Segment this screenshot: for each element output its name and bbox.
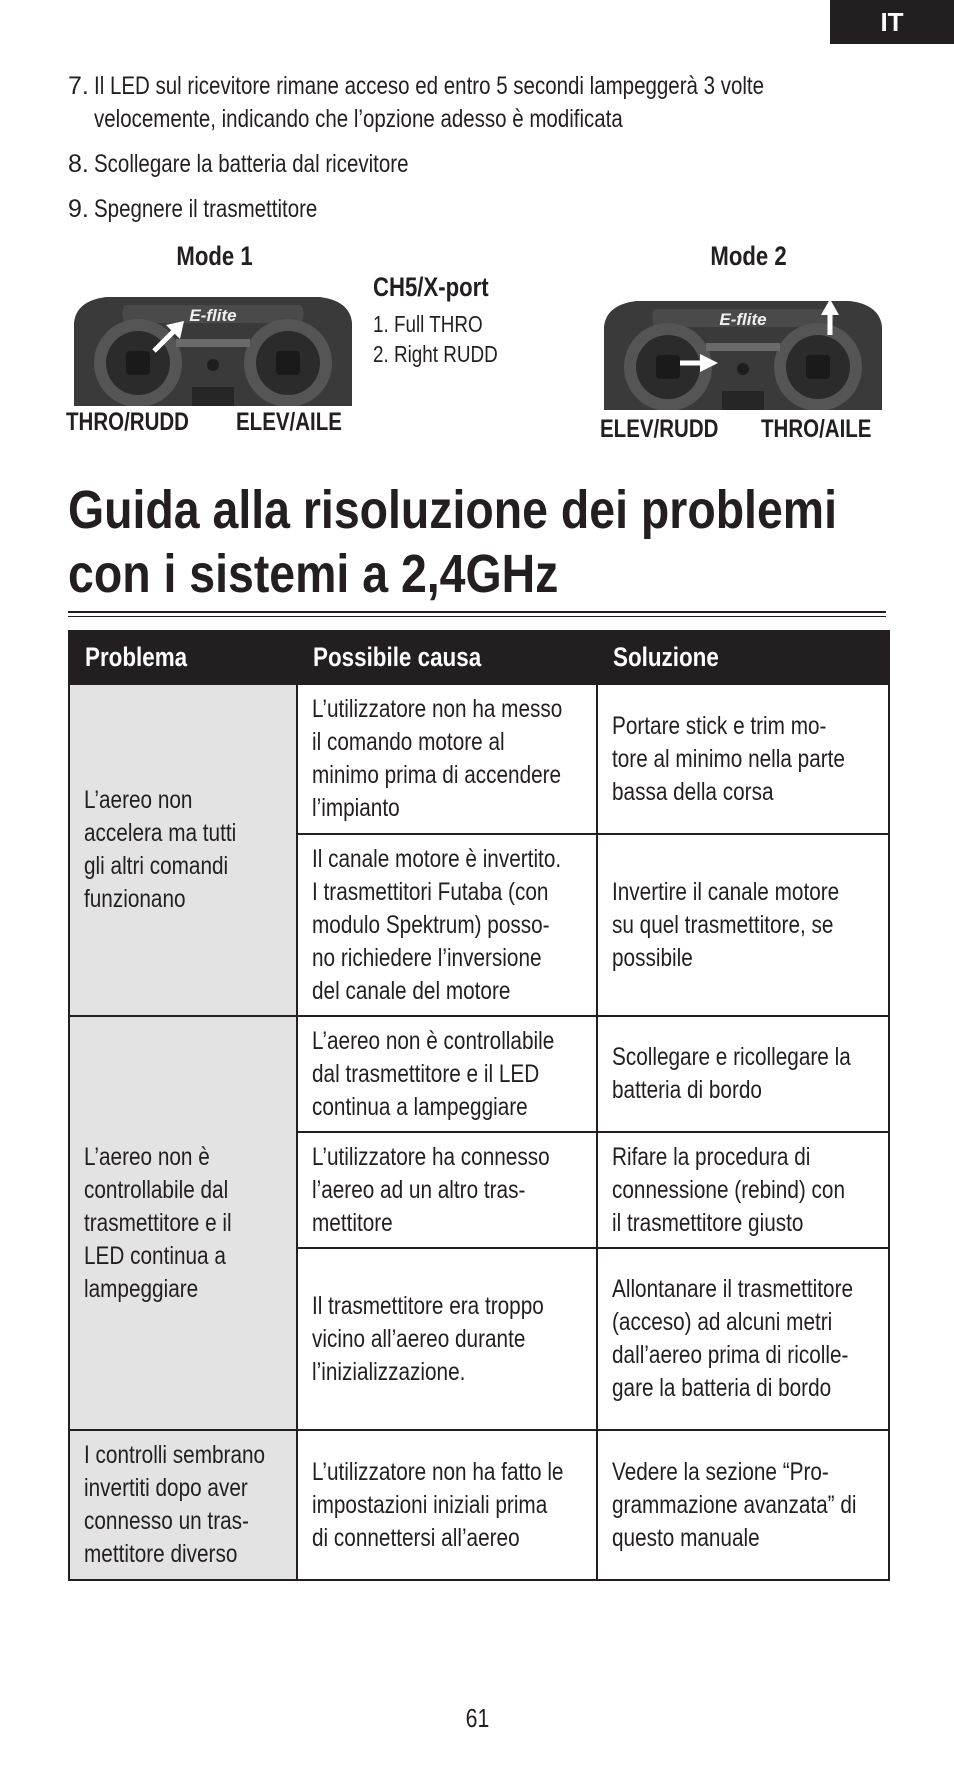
mode2-right-label: THRO/AILE xyxy=(761,415,872,443)
step-item xyxy=(68,148,888,181)
step-line: Scollegare la batteria dal ricevitore xyxy=(94,150,409,178)
solution-cell: Scollegare e ricollegare la batteria di bordo xyxy=(597,1016,889,1132)
ch5-title: CH5/X-port xyxy=(373,272,489,302)
cause-cell: Il trasmettitore era troppo vicino all’aereo durante l’inizializzazione. xyxy=(297,1248,597,1430)
ch5-item: 1. Full THRO xyxy=(373,311,483,337)
problem-cell: I controlli sembrano invertiti dopo aver connesso un tras- mettitore diverso xyxy=(69,1430,297,1580)
problem-cell: L’aereo non accelera ma tutti gli altri comandi funzionano xyxy=(69,684,297,1016)
solution-cell: Invertire il canale motore su quel trasmettitore, se possibile xyxy=(597,834,889,1016)
ch5-box xyxy=(373,272,525,369)
heading-line: Guida alla risoluzione dei problemi xyxy=(68,480,837,540)
heading-rule xyxy=(68,616,886,617)
mode1-left-label: THRO/RUDD xyxy=(66,408,189,436)
cause-cell: Il canale motore è invertito. I trasmettitori Futaba (con modulo Spektrum) posso- no richiedere l’inversione del canale del motore xyxy=(297,834,597,1016)
solution-cell: Rifare la procedura di connessione (rebind) con il trasmettitore giusto xyxy=(597,1132,889,1248)
section-heading xyxy=(68,478,954,606)
step-line: velocemente, indicando che l’opzione adesso è modificata xyxy=(94,105,623,133)
solution-cell: Allontanare il trasmettitore (acceso) ad alcuni metri dall’aereo prima di ricolle- gare la batteria di bordo xyxy=(597,1248,889,1430)
brand-logo: E-flite xyxy=(719,310,767,329)
step-number: 8. xyxy=(68,150,89,178)
step-number: 9. xyxy=(68,195,89,223)
steps-list xyxy=(68,70,888,238)
mode1-right-label: ELEV/AILE xyxy=(236,408,342,436)
language-code: IT xyxy=(880,6,904,37)
solution-cell: Portare stick e trim mo- tore al minimo nella parte bassa della corsa xyxy=(597,684,889,834)
table-row xyxy=(69,1016,889,1132)
table-row xyxy=(69,684,889,834)
step-line: Spegnere il trasmettitore xyxy=(94,195,318,223)
problem-cell: L’aereo non è controllabile dal trasmettitore e il LED continua a lampeggiare xyxy=(69,1016,297,1430)
brand-logo: E-flite xyxy=(189,306,237,325)
step-line: Il LED sul ricevitore rimane acceso ed entro 5 secondi lampeggerà 3 volte xyxy=(94,72,765,100)
header-solution: Soluzione xyxy=(597,631,889,684)
table-header-row xyxy=(69,631,889,684)
step-item xyxy=(68,193,888,226)
language-tab xyxy=(830,0,954,44)
table-row xyxy=(69,1430,889,1580)
heading-rule xyxy=(68,611,886,613)
header-cause: Possibile causa xyxy=(297,631,597,684)
heading-line: con i sistemi a 2,4GHz xyxy=(68,544,559,604)
mode1-title: Mode 1 xyxy=(176,241,254,271)
page-number: 61 xyxy=(465,1703,489,1733)
solution-cell: Vedere la sezione “Pro- grammazione avanzata” di questo manuale xyxy=(597,1430,889,1580)
mode2-left-label: ELEV/RUDD xyxy=(600,415,719,443)
troubleshooting-table xyxy=(68,630,890,1581)
step-item xyxy=(68,70,888,136)
ch5-item: 2. Right RUDD xyxy=(373,341,498,367)
step-number: 7. xyxy=(68,72,89,100)
cause-cell: L’utilizzatore non ha fatto le impostazioni iniziali prima di connettersi all’aereo xyxy=(297,1430,597,1580)
cause-cell: L’aereo non è controllabile dal trasmettitore e il LED continua a lampeggiare xyxy=(297,1016,597,1132)
mode2-title: Mode 2 xyxy=(710,241,788,271)
header-problem: Problema xyxy=(69,631,297,684)
mode1-transmitter-image xyxy=(66,293,360,406)
cause-cell: L’utilizzatore ha connesso l’aereo ad un altro tras- mettitore xyxy=(297,1132,597,1248)
cause-cell: L’utilizzatore non ha messo il comando motore al minimo prima di accendere l’impianto xyxy=(297,684,597,834)
mode2-transmitter-image xyxy=(596,297,890,410)
